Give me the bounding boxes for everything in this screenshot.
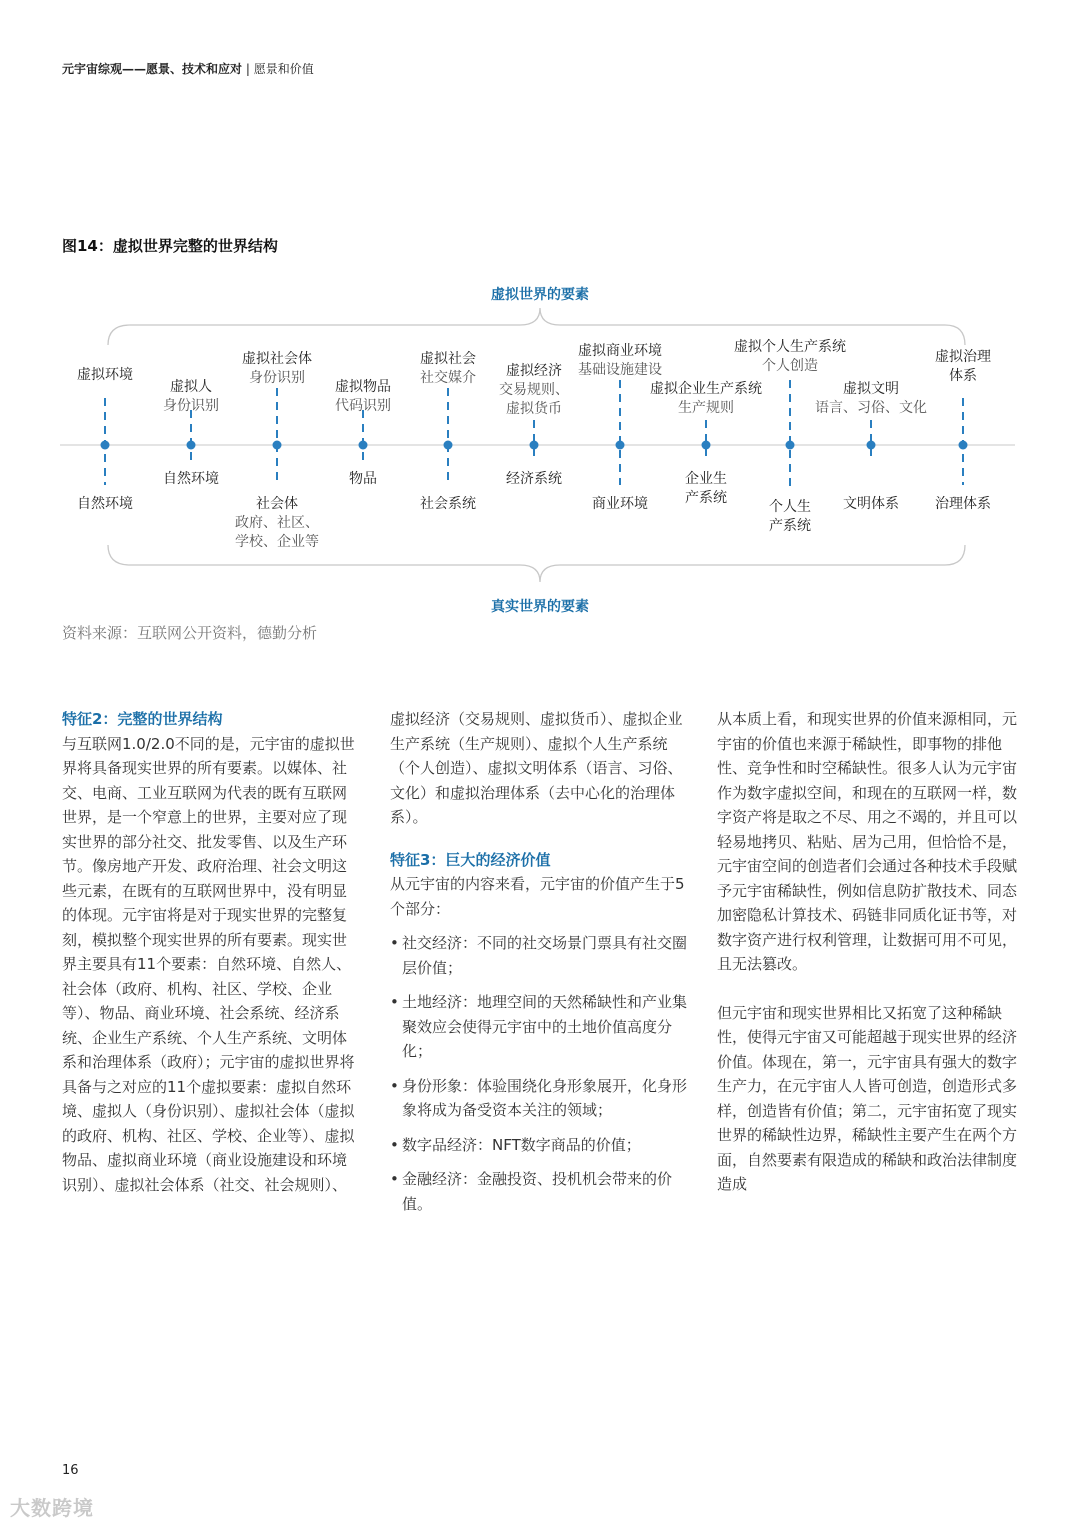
feature2-heading: 特征2：完整的世界结构: [62, 710, 223, 728]
virtual-element-subtitle: 个人创造: [762, 358, 818, 374]
real-element-subtitle: 政府、社区、 学校、企业等: [235, 515, 319, 550]
virtual-element: [335, 378, 391, 416]
virtual-element-title: 虚拟治理 体系: [935, 349, 991, 384]
virtual-element-title: 虚拟社会体: [242, 351, 312, 367]
virtual-element-subtitle: 社交媒介: [420, 370, 476, 386]
list-item: • 数字品经济：NFT数字商品的价值；: [390, 1133, 690, 1158]
real-element: [592, 495, 648, 514]
real-element-title: 物品: [349, 471, 377, 487]
virtual-element-title: 虚拟文明: [843, 381, 899, 397]
virtual-element-title: 虚拟物品: [335, 379, 391, 395]
figure-title: 图14：虚拟世界完整的世界结构: [62, 237, 278, 255]
virtual-element: [578, 342, 662, 380]
real-element: [506, 470, 562, 489]
real-element-title: 文明体系: [843, 496, 899, 512]
bottom-heading: 真实世界的要素: [491, 599, 589, 615]
virtual-element-subtitle: 交易规则、 虚拟货币: [499, 382, 569, 417]
real-element: [77, 495, 133, 514]
world-structure-diagram: [0, 270, 1080, 640]
real-element-title: 社会体: [256, 496, 298, 512]
virtual-element: [499, 362, 569, 419]
real-element: [843, 495, 899, 514]
list-item: • 社交经济：不同的社交场景门票具有社交圈层价值；: [390, 931, 690, 980]
virtual-element-title: 虚拟经济: [506, 363, 562, 379]
watermark-logo: 大数跨境: [10, 1496, 94, 1520]
virtual-element: [77, 366, 133, 385]
column-1: [62, 707, 360, 1197]
virtual-element-title: 虚拟企业生产系统: [650, 381, 762, 397]
column-3: [717, 707, 1017, 1197]
real-element-title: 企业生 产系统: [685, 471, 727, 506]
virtual-element-title: 虚拟人: [170, 379, 212, 395]
virtual-element-subtitle: 身份识别: [163, 398, 219, 414]
real-element: [349, 470, 377, 489]
virtual-element-subtitle: 语言、习俗、文化: [815, 400, 927, 416]
value-source-paragraph: 从本质上看，和现实世界的价值来源相同，元宇宙的价值也来源于稀缺性，即事物的排他性、竞争性和时空稀缺性。很多人认为元宇宙作为数字虚拟空间，和现在的互联网一样，数字资产将是取之不尽、用之不竭的，并且可以轻易地拷贝、粘贴、居为己用，但恰恰不是，元宇宙空间的创造者们会通过各种技术手段赋予元宇宙稀缺性，例如信息防扩散技术、同态加密隐私计算技术、码链非同质化证书等，对数字资产进行权利管理，让数据可用不可见，且无法篡改。: [717, 710, 1018, 973]
axis-node: [359, 441, 368, 450]
real-element: [685, 470, 727, 508]
axis-node: [187, 441, 196, 450]
axis-node: [702, 441, 711, 450]
real-element: [235, 495, 319, 552]
real-element-title: 经济系统: [506, 471, 562, 487]
header-divider: |: [245, 62, 254, 76]
top-heading: 虚拟世界的要素: [491, 287, 589, 303]
feature3-heading: 特征3：巨大的经济价值: [390, 850, 551, 869]
feature3-lead: 从元宇宙的内容来看，元宇宙的价值产生于5个部分：: [390, 875, 685, 918]
list-item: • 土地经济：地理空间的天然稀缺性和产业集聚效应会使得元宇宙中的土地价值高度分化；: [390, 990, 690, 1064]
feature2-body: 与互联网1.0/2.0不同的是，元宇宙的虚拟世界将具备现实世界的所有要素。以媒体、社交、电商、工业互联网为代表的既有互联网世界，是一个窄意上的世界，主要对应了现实世界的部分社交、批发零售、以及生产环节。像房地产开发、政府治理、社会文明这些元素，在既有的互联网世界中，没有明显的体现。元宇宙将是对于现实世界的完整复刻，模拟整个现实世界的所有要素。现实世界主要具有11个要素：自然环境、自然人、社会体（政府、机构、社区、学校、企业等）、物品、商业环境、社会系统、经济系统、企业生产系统、个人生产系统、文明体系和治理体系（政府）；元宇宙的虚拟世界将具备与之对应的11个虚拟要素：虚拟自然环境、虚拟人（身份识别）、虚拟社会体（虚拟的政府、机构、社区、学校、企业等）、虚拟物品、虚拟商业环境（商业设施建设和环境识别）、虚拟社会体系（社交、社会规则）、: [62, 734, 355, 1194]
list-item: • 身份形象：体验围绕化身形象展开，化身形象将成为备受资本关注的领域；: [390, 1074, 690, 1123]
axis-node: [616, 441, 625, 450]
figure-source: 资料来源：互联网公开资料，德勤分析: [62, 624, 318, 642]
axis-node: [273, 441, 282, 450]
virtual-element: [242, 350, 312, 388]
scarcity-paragraph: 但元宇宙和现实世界相比又拓宽了这种稀缺性，使得元宇宙又可能超越于现实世界的经济价值。体现在，第一，元宇宙具有强大的数字生产力，在元宇宙人人皆可创造，创造形式多样，创造皆有价值；第二，元宇宙拓宽了现实世界的稀缺性边界，稀缺性主要产生在两个方面，自然要素有限造成的稀缺和政治法律制度造成: [717, 1003, 1018, 1193]
axis-node: [444, 441, 453, 450]
value-list: [390, 931, 690, 1216]
virtual-element: [935, 348, 991, 386]
header-title: 元宇宙综观——愿景、技术和应对: [62, 62, 243, 76]
real-element-title: 自然环境: [77, 496, 133, 512]
real-element-title: 社会系统: [420, 496, 476, 512]
virtual-element-title: 虚拟个人生产系统: [734, 339, 846, 355]
real-element: [420, 495, 476, 514]
virtual-element-title: 虚拟社会: [420, 351, 476, 367]
real-element-title: 商业环境: [592, 496, 648, 512]
virtual-element: [815, 380, 927, 418]
real-element-title: 个人生 产系统: [769, 499, 811, 534]
header-section: 愿景和价值: [253, 62, 314, 76]
axis-node: [867, 441, 876, 450]
axis-node: [786, 441, 795, 450]
real-element: [935, 495, 991, 514]
page-number: 16: [62, 1463, 79, 1478]
virtual-element-subtitle: 身份识别: [249, 370, 305, 386]
diagram-lines: [0, 270, 1080, 640]
virtual-element: [734, 338, 846, 376]
virtual-element-subtitle: 代码识别: [335, 398, 391, 414]
virtual-element-title: 虚拟商业环境: [578, 343, 662, 359]
virtual-element: [650, 380, 762, 418]
virtual-element: [163, 378, 219, 416]
real-element-title: 自然环境: [163, 471, 219, 487]
list-item: • 金融经济：金融投资、投机机会带来的价值。: [390, 1167, 690, 1216]
real-element: [769, 498, 811, 536]
running-header: [62, 60, 314, 77]
column-2: [390, 707, 690, 1226]
axis-node: [530, 441, 539, 450]
virtual-element-subtitle: 基础设施建设: [578, 362, 662, 378]
virtual-element: [420, 350, 476, 388]
virtual-element-title: 虚拟环境: [77, 367, 133, 383]
virtual-element-subtitle: 生产规则: [678, 400, 734, 416]
axis-node: [959, 441, 968, 450]
real-element-title: 治理体系: [935, 496, 991, 512]
real-element: [163, 470, 219, 489]
feature2-continuation: 虚拟经济（交易规则、虚拟货币）、虚拟企业生产系统（生产规则）、虚拟个人生产系统（个人创造）、虚拟文明体系（语言、习俗、文化）和虚拟治理体系（去中心化的治理体系）。: [390, 710, 683, 826]
axis-node: [101, 441, 110, 450]
